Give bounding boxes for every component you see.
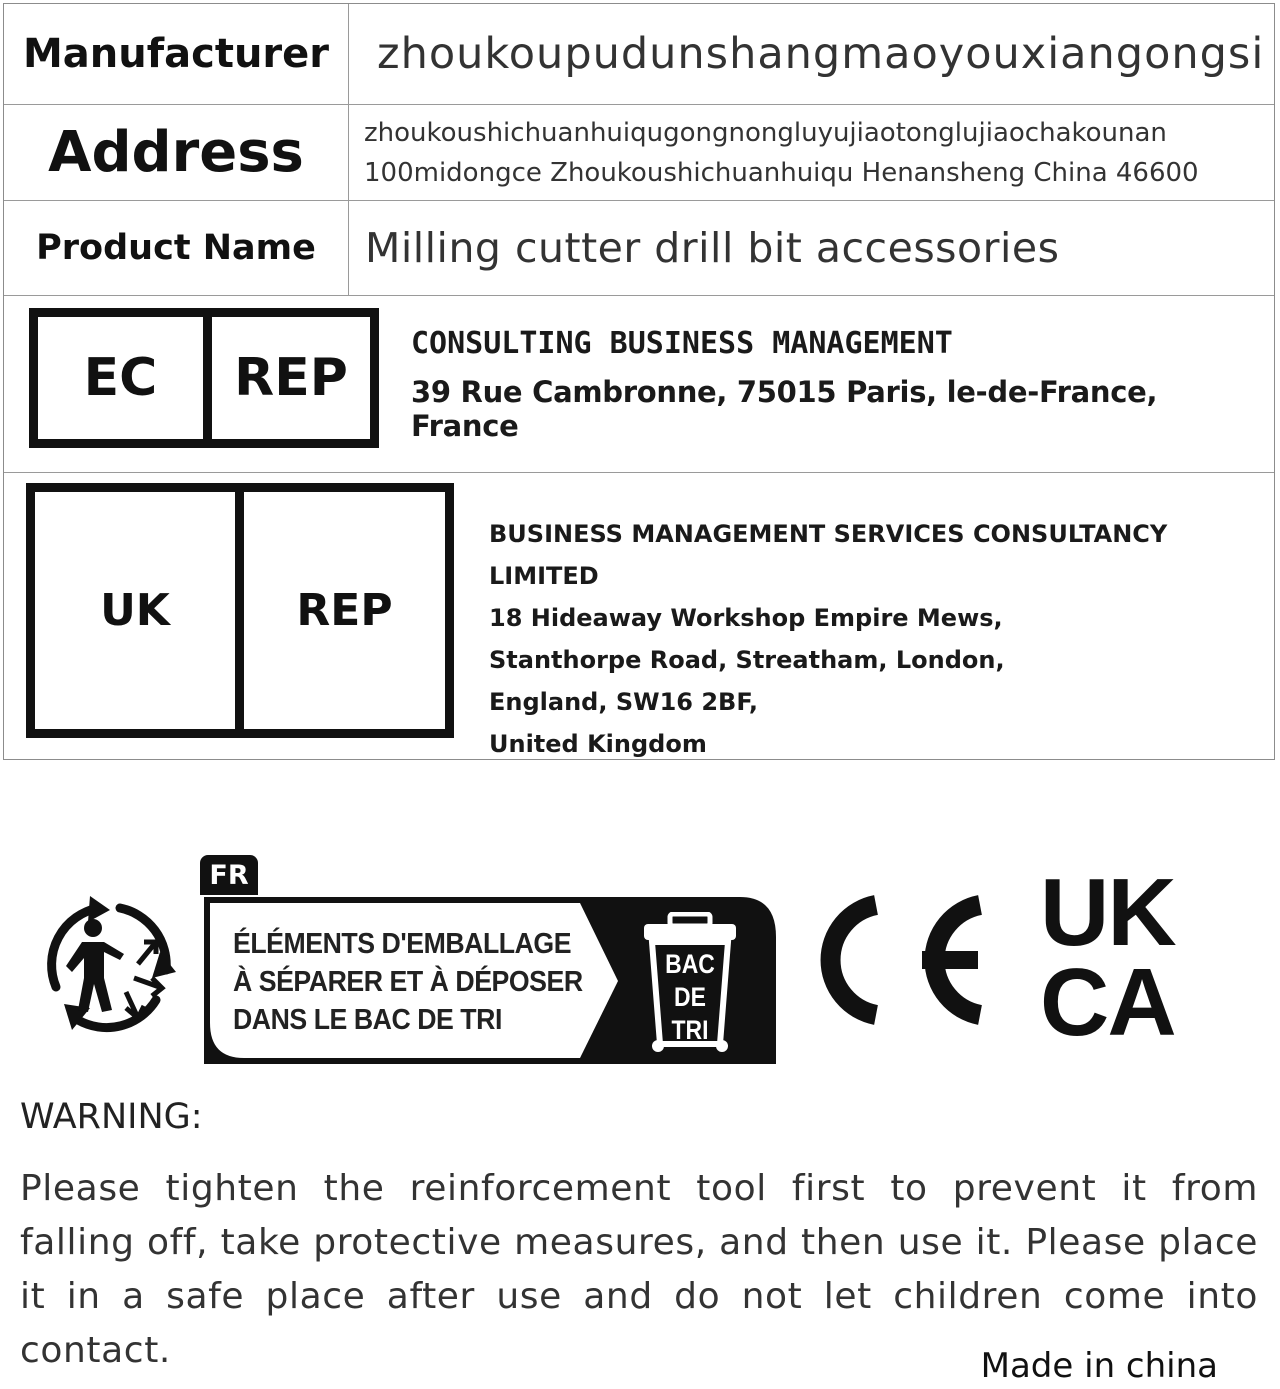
product-name-value: Milling cutter drill bit accessories [365,224,1060,272]
product-row [4,201,1274,296]
ec-rep-left-text: EC [83,348,158,408]
product-name-label: Product Name [4,201,349,295]
fr-line: DANS LE BAC DE TRI [233,1004,502,1036]
ukca-mark [1040,859,1210,1056]
uk-rep-line: BUSINESS MANAGEMENT SERVICES CONSULTANCY LIMITED [489,520,1168,590]
ec-rep-symbol [29,308,379,448]
ec-rep-row [4,296,1274,473]
fr-sorting-text [233,925,583,1039]
fr-badge: FR [200,855,258,895]
ukca-line: UK [1040,859,1175,966]
address-line: zhoukoushichuanhuiqugongnongluyujiaotonglujiaochakounan [364,117,1167,148]
manufacturer-row [4,4,1274,105]
uk-rep-left-text: UK [100,585,170,636]
bin-text [660,948,720,1047]
manufacturer-label: Manufacturer [4,4,349,104]
ec-rep-address: 39 Rue Cambronne, 75015 Paris, le-de-France, France [411,375,1158,443]
made-in-label: Made in china [980,1346,1218,1386]
warning-body: Please tighten the reinforcement tool first to prevent it from falling off, take protective measures, and then use it. Please place it in a safe place after use and do not let children come into contact. [20,1168,1258,1371]
address-label: Address [4,105,349,200]
fr-line: ÉLÉMENTS D'EMBALLAGE [233,928,572,960]
address-row [4,105,1274,201]
uk-rep-details [489,513,1274,765]
uk-rep-right-text: REP [296,585,393,636]
uk-rep-row [4,473,1274,760]
triman-recycling-icon [38,892,180,1034]
uk-rep-symbol [26,483,454,738]
ec-rep-name: CONSULTING BUSINESS MANAGEMENT [411,326,953,361]
ec-rep-divider [203,317,212,439]
ec-rep-details [411,326,1274,443]
bin-line: TRI [671,1015,709,1045]
ce-mark-icon [810,895,990,1025]
ec-rep-right-text: REP [234,348,348,408]
bin-line: BAC [665,949,715,979]
bin-line: DE [674,982,706,1012]
ukca-line: CA [1040,949,1175,1056]
uk-rep-line: 18 Hideaway Workshop Empire Mews, [489,604,1003,632]
warning-title: WARNING: [20,1097,203,1137]
uk-rep-divider [235,492,244,729]
manufacturer-value: zhoukoupudunshangmaoyouxiangongsi [377,29,1265,79]
uk-rep-line: United Kingdom [489,730,707,758]
info-table [3,3,1275,760]
uk-rep-line: England, SW16 2BF, [489,688,758,716]
address-value [349,105,1274,200]
fr-line: À SÉPARER ET À DÉPOSER [233,966,583,998]
address-line: 100midongce Zhoukoushichuanhuiqu Henansheng China 46600 [364,157,1199,188]
uk-rep-line: Stanthorpe Road, Streatham, London, [489,646,1005,674]
